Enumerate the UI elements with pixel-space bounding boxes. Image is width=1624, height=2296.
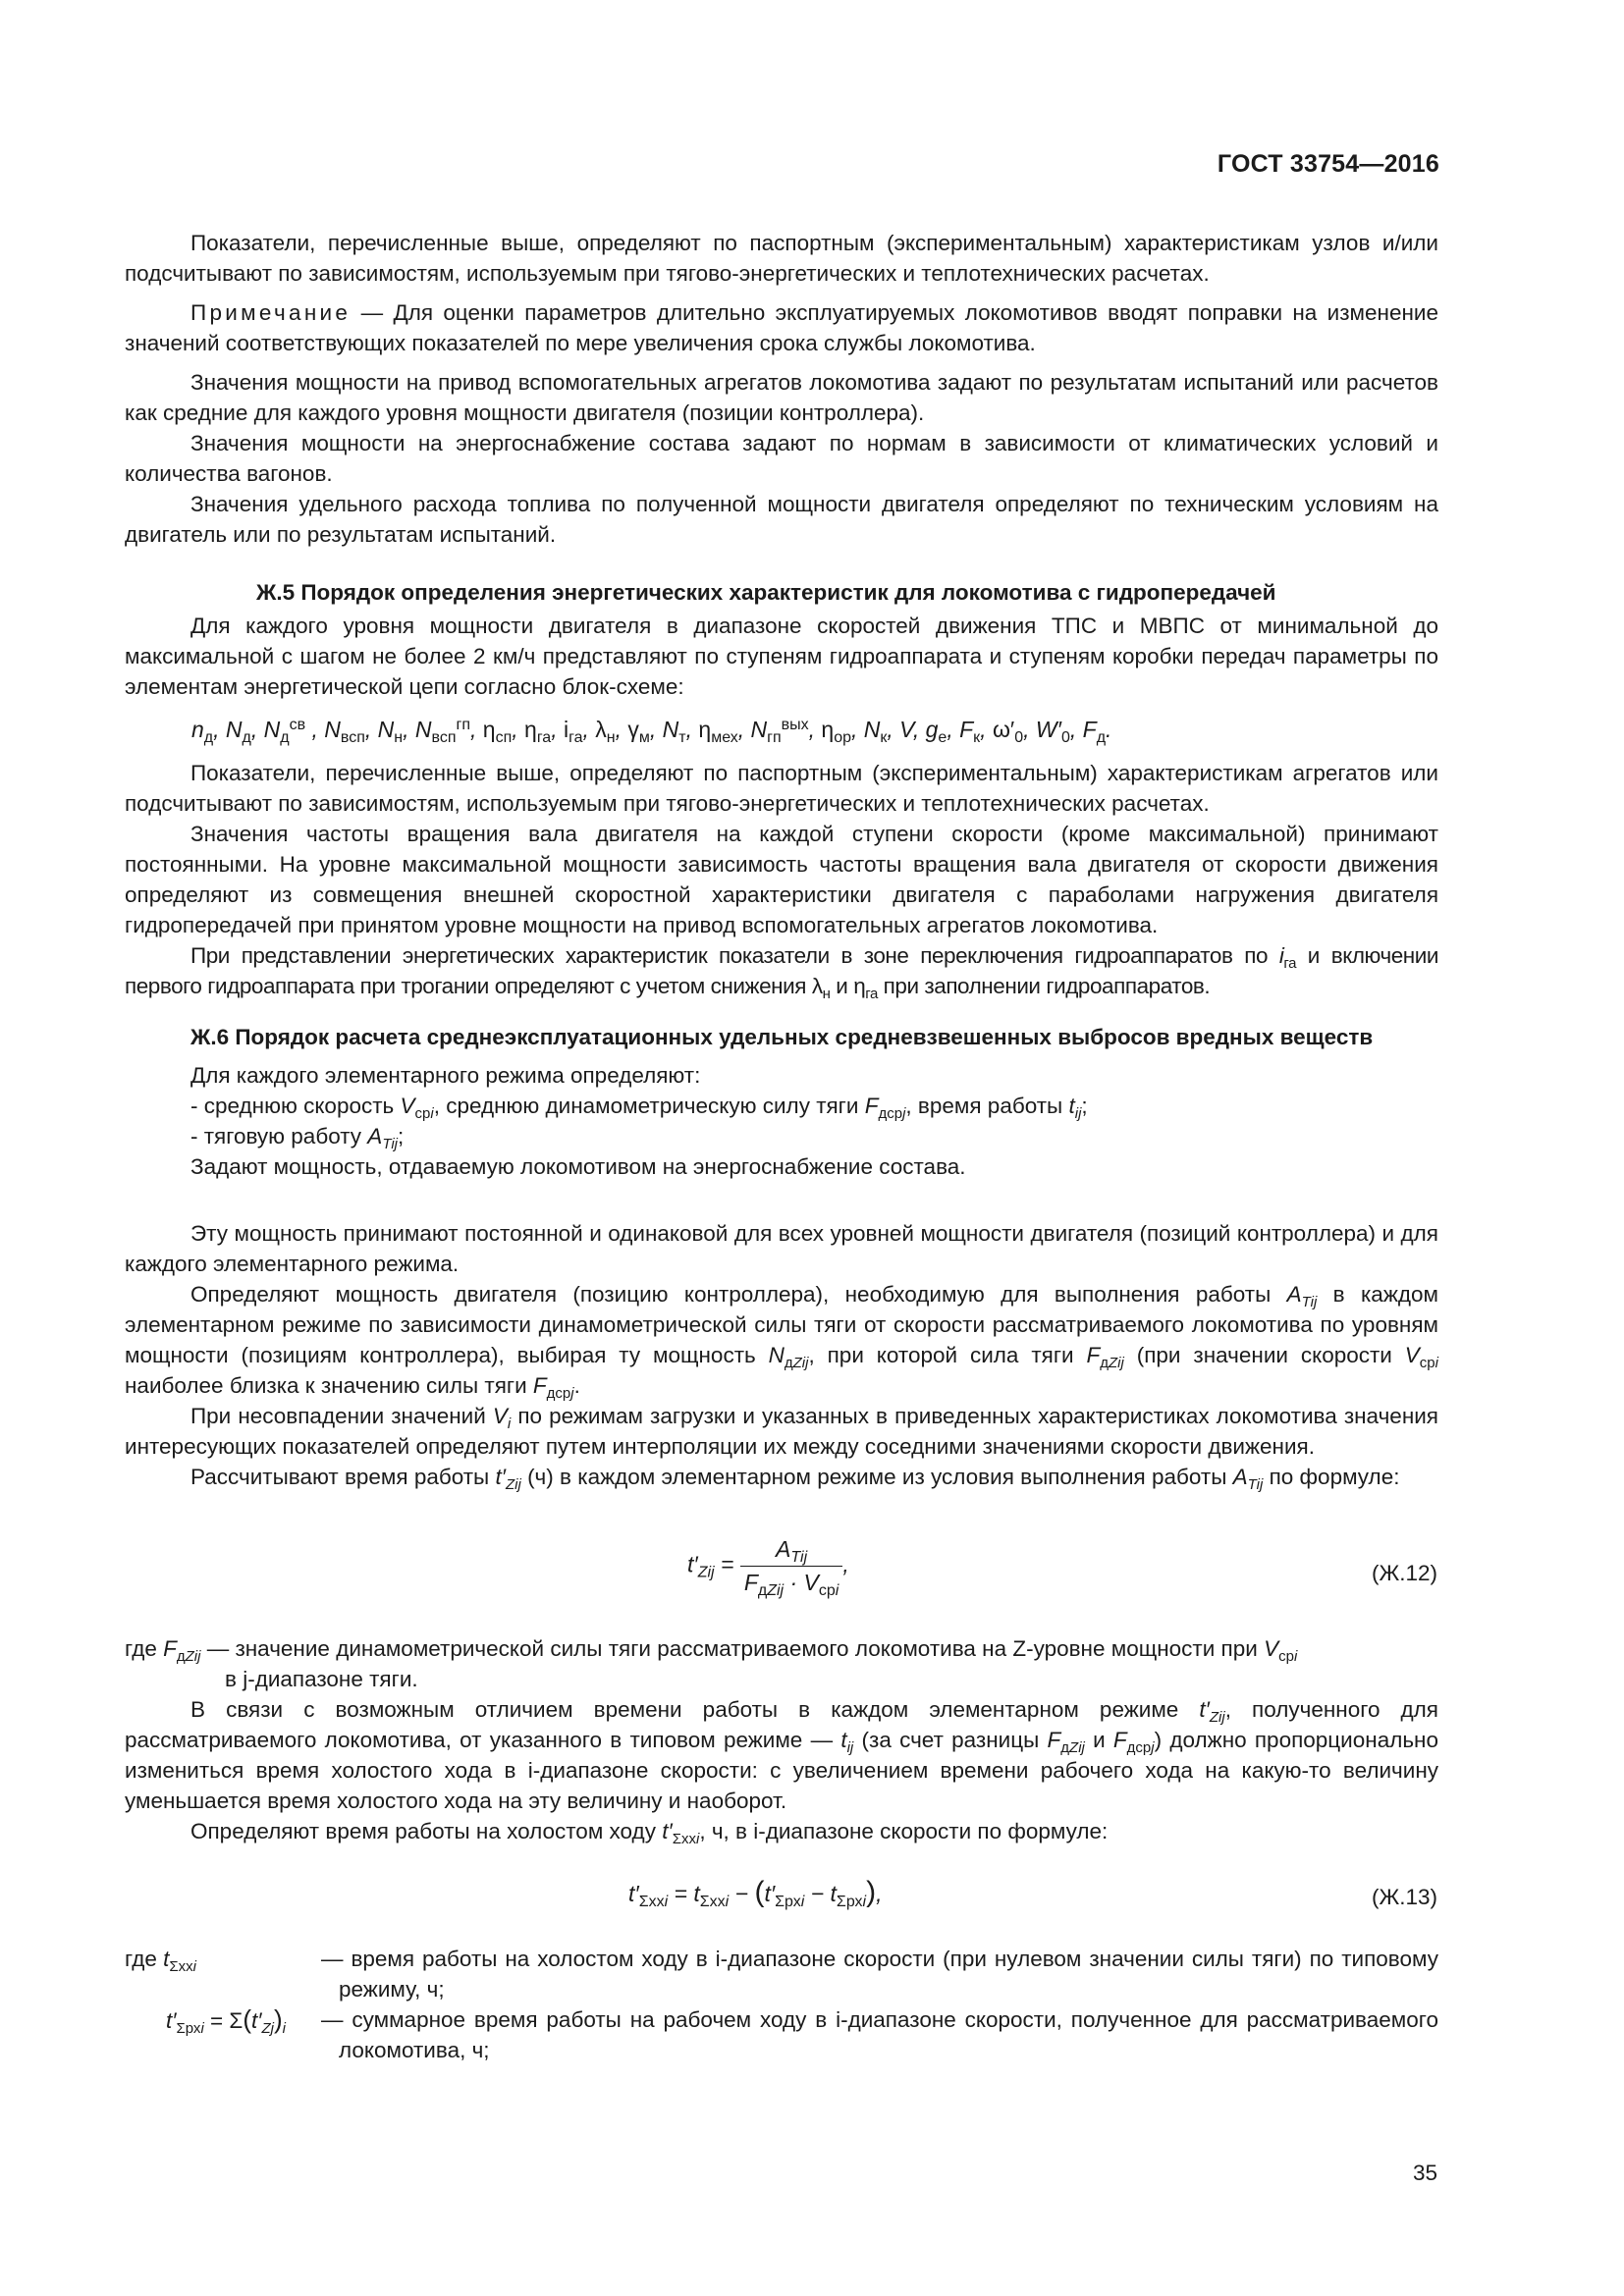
page-number: 35 (1412, 2161, 1437, 2185)
paragraph-diff: В связи с возможным отличием времени работы в каждом элементарном режиме $t'_{Zij}$, полученного для рассматриваемого локомотива, от указанного в типовом режиме — $t_{ij}$ (за счет разницы $F_{дZij}$ и $F_{дсрj}$) должно пропорционально измениться время холостого хода в i-диапазоне скорости: с увеличением времени рабочего хода на какую-то величину уменьшается время холостого хода на эту величину и наоборот. (125, 1697, 1438, 1813)
text-run: , ч, в i-диапазоне скорости по формуле: (699, 1819, 1109, 1843)
text-run: (за счет разницы (853, 1728, 1048, 1752)
where-label: где $t_{\Sigma ххi}$ (125, 1947, 196, 1975)
section-heading: Ж.5 Порядок определения энергетических характеристик для локомотива с гидропередачей (256, 580, 1276, 605)
section-j6-body (125, 1218, 1438, 1492)
text-run: При несовпадении значений (190, 1404, 493, 1428)
paragraph-mismatch: При несовпадении значений $V_i$ по режимам загрузки и указанных в приведенных характеристиках локомотива значения интересующих показателей определяют путем интерполяции их между соседними значениями скорости движения. (125, 1404, 1438, 1459)
text-run: - среднюю скорость (190, 1094, 401, 1118)
equation-j13: $t'_{\Sigma ххi} = t_{\Sigma ххi} - (t'_{\Sigma рхi} - t_{\Sigma рхi})$, (628, 1876, 883, 1910)
list-item: - среднюю скорость $V_{срi}$, среднюю динамометрическую силу тяги $F_{дсрj}$, время работы $t_{ij}$; (190, 1094, 1088, 1122)
paragraph-idle: Определяют время работы на холостом ходу $t'_{\Sigma ххi}$, ч, в i-диапазоне скорости по формуле: (190, 1819, 1109, 1847)
text-run: в каждом элементарном режиме по зависимости динамометрической силы тяги от скорости рассматриваемого локомотива по уровням мощности (позициям контроллера), выбирая ту мощность (125, 1282, 1438, 1367)
paragraph-power: Определяют мощность двигателя (позицию контроллера), необходимую для выполнения работы $A_{Tij}$ в каждом элементарном режиме по зависимости динамометрической силы тяги от скорости рассматриваемого локомотива по уровням мощности (позициям контроллера), выбирая ту мощность $N_{дZij}$, при которой сила тяги $F_{дZij}$ (при значении скорости $V_{срi}$ наиболее близка к значению силы тяги $F_{дсрj}$. (125, 1282, 1438, 1402)
text-run: В связи с возможным отличием времени работы в каждом элементарном режиме (190, 1697, 1200, 1722)
text-block-intro (125, 228, 1438, 550)
text-run: Определяют мощность двигателя (позицию контроллера), необходимую для выполнения работы (190, 1282, 1287, 1307)
text-run: , среднюю динамометрическую силу тяги (433, 1094, 865, 1118)
text-run: по режимам загрузки и указанных в приведенных характеристиках локомотива значения интересующих показателей определяют путем интерполяции их между соседними значениями скорости движения. (125, 1404, 1438, 1459)
paragraph: Показатели, перечисленные выше, определяют по паспортным (экспериментальным) характеристикам узлов и/или подсчитывают по зависимостям, используемым при тягово-энергетических и теплотехнических расчетах. (125, 231, 1438, 286)
equation-number: (Ж.13) (1371, 1885, 1437, 1909)
text-run: ) должно пропорционально измениться время холостого хода в i-диапазоне скорости: с увеличением времени рабочего хода на какую-то величину уменьшается время холостого хода на эту величину и наоборот. (125, 1728, 1438, 1813)
section-j6 (125, 1022, 1438, 1182)
section-j5 (125, 577, 1438, 702)
text-run: , время работы (905, 1094, 1069, 1118)
text-run: (при значении скорости (1123, 1343, 1405, 1367)
text-run: Рассчитывают время работы (190, 1465, 496, 1489)
note-label: Примечание (190, 300, 352, 325)
text-run: (ч) в каждом элементарном режиме из условия выполнения работы (520, 1465, 1233, 1489)
text-run: и (1084, 1728, 1113, 1752)
text-run: где (125, 1947, 164, 1971)
where-text: — суммарное время работы на рабочем ходу в i-диапазоне скорости, полученное для рассматриваемого локомотива, ч; (321, 2007, 1438, 2062)
where-text: — время работы на холостом ходу в i-диапазоне скорости (при нулевом значении силы тяги) по типовому режиму, ч; (321, 1947, 1438, 2002)
text-run: где (125, 1636, 164, 1661)
paragraph-time: Рассчитывают время работы $t'_{Zij}$ (ч) в каждом элементарном режиме из условия выполнения работы $A_{Tij}$ по формуле: (190, 1465, 1400, 1493)
where-block-j12 (125, 1633, 1438, 1694)
paragraph: Для каждого уровня мощности двигателя в диапазоне скоростей движения ТПС и МВПС от минимальной до максимальной с шагом не более 2 км/ч представляют по ступеням гидроаппарата и ступеням коробки передач параметры по элементам энергетической цепи согласно блок-схеме: (125, 614, 1438, 699)
text-run: , полученного для рассматриваемого локомотива, от указанного в типовом режиме — (125, 1697, 1438, 1752)
list-intro: Для каждого элементарного режима определяют: (190, 1063, 701, 1088)
section-j6-idle (125, 1694, 1438, 1846)
note-text: — Для оценки параметров длительно эксплуатируемых локомотивов вводят поправки на изменение значений соответствующих показателей по мере увеличения срока службы локомотива. (125, 300, 1438, 355)
section-heading: Ж.6 Порядок расчета среднеэксплуатационных удельных средневзвешенных выбросов вредных веществ (190, 1025, 1374, 1049)
text-run: и включении первого гидроаппарата при трогании определяют с учетом снижения (125, 943, 1438, 998)
text-run: — значение динамометрической силы тяги рассматриваемого локомотива на Z-уровне мощности при (200, 1636, 1265, 1661)
list-item: Задают мощность, отдаваемую локомотивом на энергоснабжение состава. (190, 1154, 966, 1179)
text-run: по формуле: (1263, 1465, 1400, 1489)
elementary-mode-list (125, 1060, 1438, 1182)
paragraph: Значения мощности на энергоснабжение состава задают по нормам в зависимости от климатических условий и количества вагонов. (125, 431, 1438, 486)
where-label: $t'_{\Sigma рхi} = \Sigma(t'_{Zj})_i$ (166, 2004, 287, 2037)
text-run: , при которой сила тяги (808, 1343, 1087, 1367)
standard-number: ГОСТ 33754—2016 (1217, 150, 1439, 178)
paragraph: Показатели, перечисленные выше, определяют по паспортным (экспериментальным) характеристикам агрегатов или подсчитывают по зависимостям, используемым при тягово-энергетических и теплотехнических расчетах. (125, 761, 1438, 816)
paragraph: Значения удельного расхода топлива по полученной мощности двигателя определяют по техническим условиям на двигатель или по результатам испытаний. (125, 492, 1438, 547)
text-run: - тяговую работу (190, 1124, 368, 1148)
section-j5-body (125, 758, 1438, 1001)
list-item: - тяговую работу $A_{Tij}$; (190, 1124, 405, 1152)
energy-chain-symbol-list: $n_д$, $N_д$, $N_д^{св}$ , $N_{всп}$, $N_н$, $N_{всп}^{гп}$, $\eta_{сп}$, $\eta_{га}$, $i_{га}$, $\lambda_н$, $\gamma_м$, $N_т$, $\eta_{мех}$, $N_{гп}^{вых}$, $\eta_{ор}$, $N_к$, V, $g_e$, $F_к$, $\omega'_0$, $W'_0$, $F_д$. (191, 717, 1112, 746)
equation-j12: $t'_{Zij}$ = $\frac{A_{Tij}}{F_{дZij} \cdot V_{срi}}$ , (687, 1536, 849, 1599)
text-run: При представлении энергетических характеристик показатели в зоне переключения гидроаппаратов по (190, 943, 1279, 968)
equation-number: (Ж.12) (1371, 1561, 1437, 1585)
where-text: в j-диапазоне тяги. (225, 1667, 418, 1691)
paragraph: Эту мощность принимают постоянной и одинаковой для всех уровней мощности двигателя (позиций контроллера) и для каждого элементарного режима. (125, 1221, 1438, 1276)
paragraph: Значения мощности на привод вспомогательных агрегатов локомотива задают по результатам испытаний или расчетов как средние для каждого уровня мощности двигателя (позиции контроллера). (125, 370, 1438, 425)
paragraph: Значения частоты вращения вала двигателя на каждой ступени скорости (кроме максимальной) принимают постоянными. На уровне максимальной мощности зависимость частоты вращения вала двигателя от скорости движения определяют из совмещения внешней скоростной характеристики двигателя с параболами нагружения двигателя гидропередачей при принятом уровне мощности на привод вспомогательных агрегатов локомотива. (125, 822, 1438, 937)
note-paragraph (125, 297, 1438, 358)
text-run: наиболее близка к значению силы тяги (125, 1373, 533, 1398)
where-block-j13 (125, 1944, 1438, 2120)
where-label: где $F_{дZij}$ — значение динамометрической силы тяги рассматриваемого локомотива на Z-уровне мощности при $V_{срi}$ (125, 1636, 1298, 1665)
paragraph-switching: При представлении энергетических характеристик показатели в зоне переключения гидроаппаратов по $i_{га}$ и включении первого гидроаппарата при трогании определяют с учетом снижения $\lambda_н$ и $\eta_{га}$ при заполнении гидроаппаратов. (125, 943, 1438, 1002)
text-run: и (830, 974, 854, 998)
fraction: $\frac{A_{Tij}}{F_{дZij} \cdot V_{срi}}$ (740, 1534, 843, 1598)
text-run: Определяют время работы на холостом ходу (190, 1819, 663, 1843)
text-run: при заполнении гидроаппаратов. (877, 974, 1211, 998)
